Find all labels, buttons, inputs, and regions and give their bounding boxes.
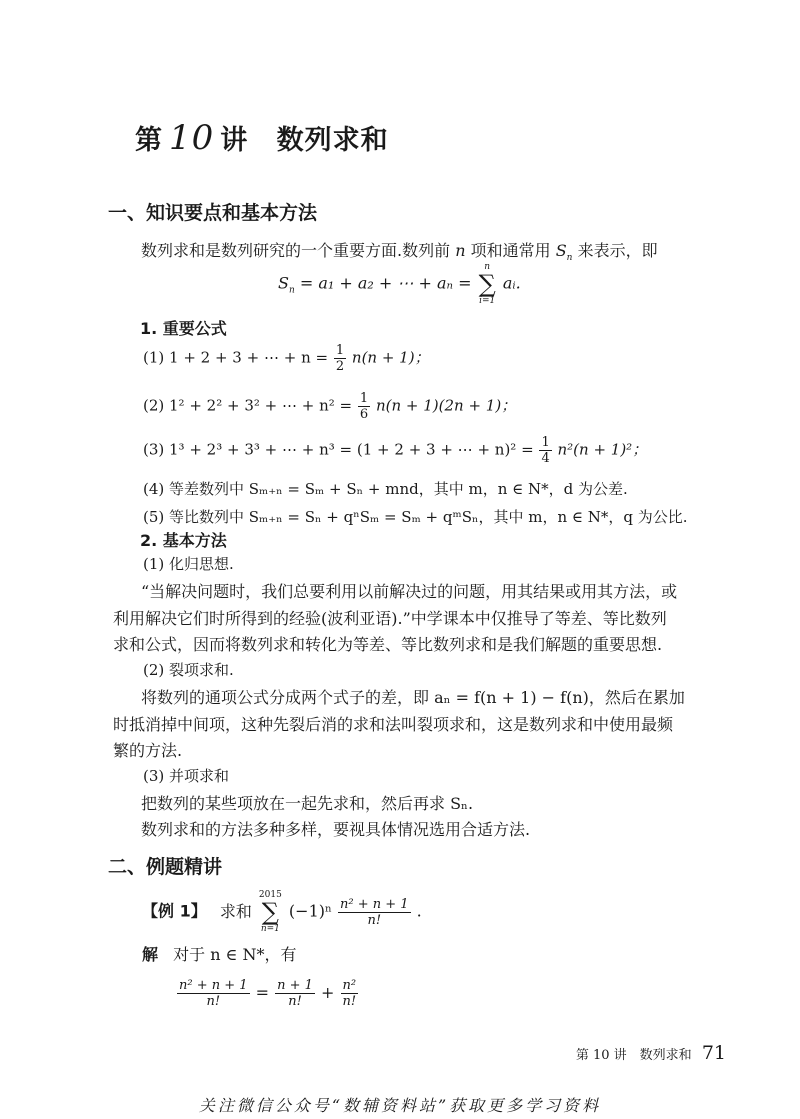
f1-right: n(n + 1)； [351, 348, 430, 367]
solution-eq: = [255, 983, 270, 1002]
f1-den: 2 [335, 359, 345, 374]
chapter-suffix: 讲 [220, 125, 249, 156]
section-heading-knowledge: 一、知识要点和基本方法 [108, 202, 318, 224]
method-1-title: (1) 化归思想. [143, 555, 234, 573]
solution-r2-fraction [341, 978, 359, 1009]
formula-1 [143, 343, 430, 374]
intro-sn: S [555, 241, 567, 260]
page-footer [576, 1042, 726, 1064]
method-1-line-2: 利用解决它们时所得到的经验(波利亚语).”中学课本中仅推导了等差、等比数列 [113, 609, 667, 628]
f3-fraction [539, 435, 551, 466]
f3-right: n²(n + 1)²； [557, 440, 648, 459]
footer-chapter-label: 第 10 讲 数列求和 [575, 1048, 692, 1063]
f1-left: (1) 1 + 2 + 3 + ⋯ + n = [143, 348, 329, 367]
f2-num: 1 [359, 391, 369, 406]
example-1 [142, 890, 422, 934]
formula-lhs: S [278, 273, 289, 293]
method-1-line-1: “当解决问题时，我们总要利用以前解决过的问题，用其结果或用其方法，或 [141, 582, 678, 601]
solution-plus: + [321, 983, 335, 1002]
method-2-line-2: 时抵消掉中间项，这种先裂后消的求和法叫裂项求和，这是数列求和中使用最频 [113, 715, 674, 734]
intro-text-3: 来表示，即 [577, 241, 658, 260]
formula-3 [143, 435, 647, 466]
method-2-line-3: 繁的方法. [113, 741, 183, 760]
intro-paragraph [141, 238, 658, 263]
subsection-formulas: 1. 重要公式 [140, 319, 227, 338]
method-2-title: (2) 裂项求和. [143, 661, 234, 679]
intro-n: n [455, 241, 466, 260]
solution-label: 解 [142, 945, 159, 964]
example-sigma-top: 2015 [258, 890, 282, 900]
chapter-number: 10 [169, 118, 215, 158]
solution-r1-den: n! [288, 994, 302, 1009]
method-2-line-1: 将数列的通项公式分成两个式子的差，即 aₙ = f(n + 1) − f(n)，然后在累加 [141, 688, 685, 707]
method-1-line-3: 求和公式，因而将数列求和转化为等差、等比数列求和是我们解题的重要思想. [113, 635, 663, 654]
f1-fraction [334, 343, 346, 374]
method-3-title: (3) 并项求和 [143, 767, 230, 785]
solution-lhs-den: n! [206, 994, 221, 1009]
solution-lhs-fraction [177, 978, 250, 1009]
page-number: 71 [701, 1042, 726, 1064]
f2-right: n(n + 1)(2n + 1)； [375, 396, 517, 415]
intro-formula: $S_n = a_1 + a_2$ + ⋯ + aₙ = n ∑ i=1 aᵢ. [278, 262, 521, 306]
solution-intro [142, 942, 297, 965]
formula-2 [143, 391, 516, 422]
solution-r2-num: n² [341, 978, 359, 994]
example-text: 求和 [219, 901, 252, 921]
f3-left: (3) 1³ + 2³ + 3³ + ⋯ + n³ = (1 + 2 + 3 + ⋯ + n)² = [143, 440, 534, 459]
example-den: n! [367, 912, 382, 928]
method-3-line-2: 数列求和的方法多种多样，要视具体情况选用合适方法. [141, 820, 531, 839]
f2-den: 6 [359, 407, 369, 422]
formula-5: (5) 等比数列中 Sₘ₊ₙ = Sₙ + qⁿSₘ = Sₘ + qᵐSₙ，其中 m，n ∈ N*，q 为公比. [143, 508, 688, 526]
chapter-prefix: 第 [135, 125, 163, 156]
example-sigma-bottom: n=1 [260, 924, 280, 934]
f1-num: 1 [335, 343, 345, 358]
f2-left: (2) 1² + 2² + 3² + ⋯ + n² = [143, 396, 353, 415]
subsection-methods: 2. 基本方法 [140, 531, 227, 550]
formula-term: aᵢ. [502, 273, 521, 293]
f2-fraction [358, 391, 370, 422]
chapter-title [135, 118, 389, 158]
solution-equation [176, 978, 359, 1009]
example-sigma: 2015 ∑ n=1 [258, 890, 282, 934]
example-fraction [338, 897, 411, 928]
formula-4: (4) 等差数列中 Sₘ₊ₙ = Sₘ + Sₙ + mnd，其中 m，n ∈ N*，d 为公差. [143, 480, 628, 498]
chapter-name: 数列求和 [276, 125, 389, 156]
example-label: 【例 1】 [142, 901, 207, 921]
solution-r2-den: n! [342, 994, 357, 1009]
f3-num: 1 [541, 435, 550, 450]
example-factor: (−1)ⁿ [288, 901, 332, 921]
bottom-watermark-note: 关注微信公众号“数辅资料站”获取更多学习资料 [198, 1096, 602, 1115]
solution-text: 对于 n ∈ N*，有 [173, 945, 297, 964]
intro-text-2: 项和通常用 [470, 241, 551, 260]
intro-text-1: 数列求和是数列研究的一个重要方面.数列前 [141, 241, 451, 260]
section-heading-examples: 二、例题精讲 [108, 856, 223, 878]
f3-den: 4 [541, 451, 550, 466]
formula-rhs: = a₁ + a₂ + ⋯ + aₙ = [299, 273, 472, 293]
solution-r1-num: n + 1 [277, 978, 313, 993]
intro-sn-sub: n [566, 253, 573, 264]
example-end: . [416, 901, 422, 921]
solution-lhs-num: n² + n + 1 [179, 978, 248, 993]
example-num: n² + n + 1 [340, 896, 409, 912]
sigma-symbol: n ∑ i=1 [478, 262, 496, 306]
solution-r1-fraction [275, 978, 315, 1009]
method-3-line-1: 把数列的某些项放在一起先求和，然后再求 Sₙ. [141, 794, 474, 813]
sigma-bottom: i=1 [479, 296, 496, 306]
sigma-top: n [484, 262, 491, 272]
